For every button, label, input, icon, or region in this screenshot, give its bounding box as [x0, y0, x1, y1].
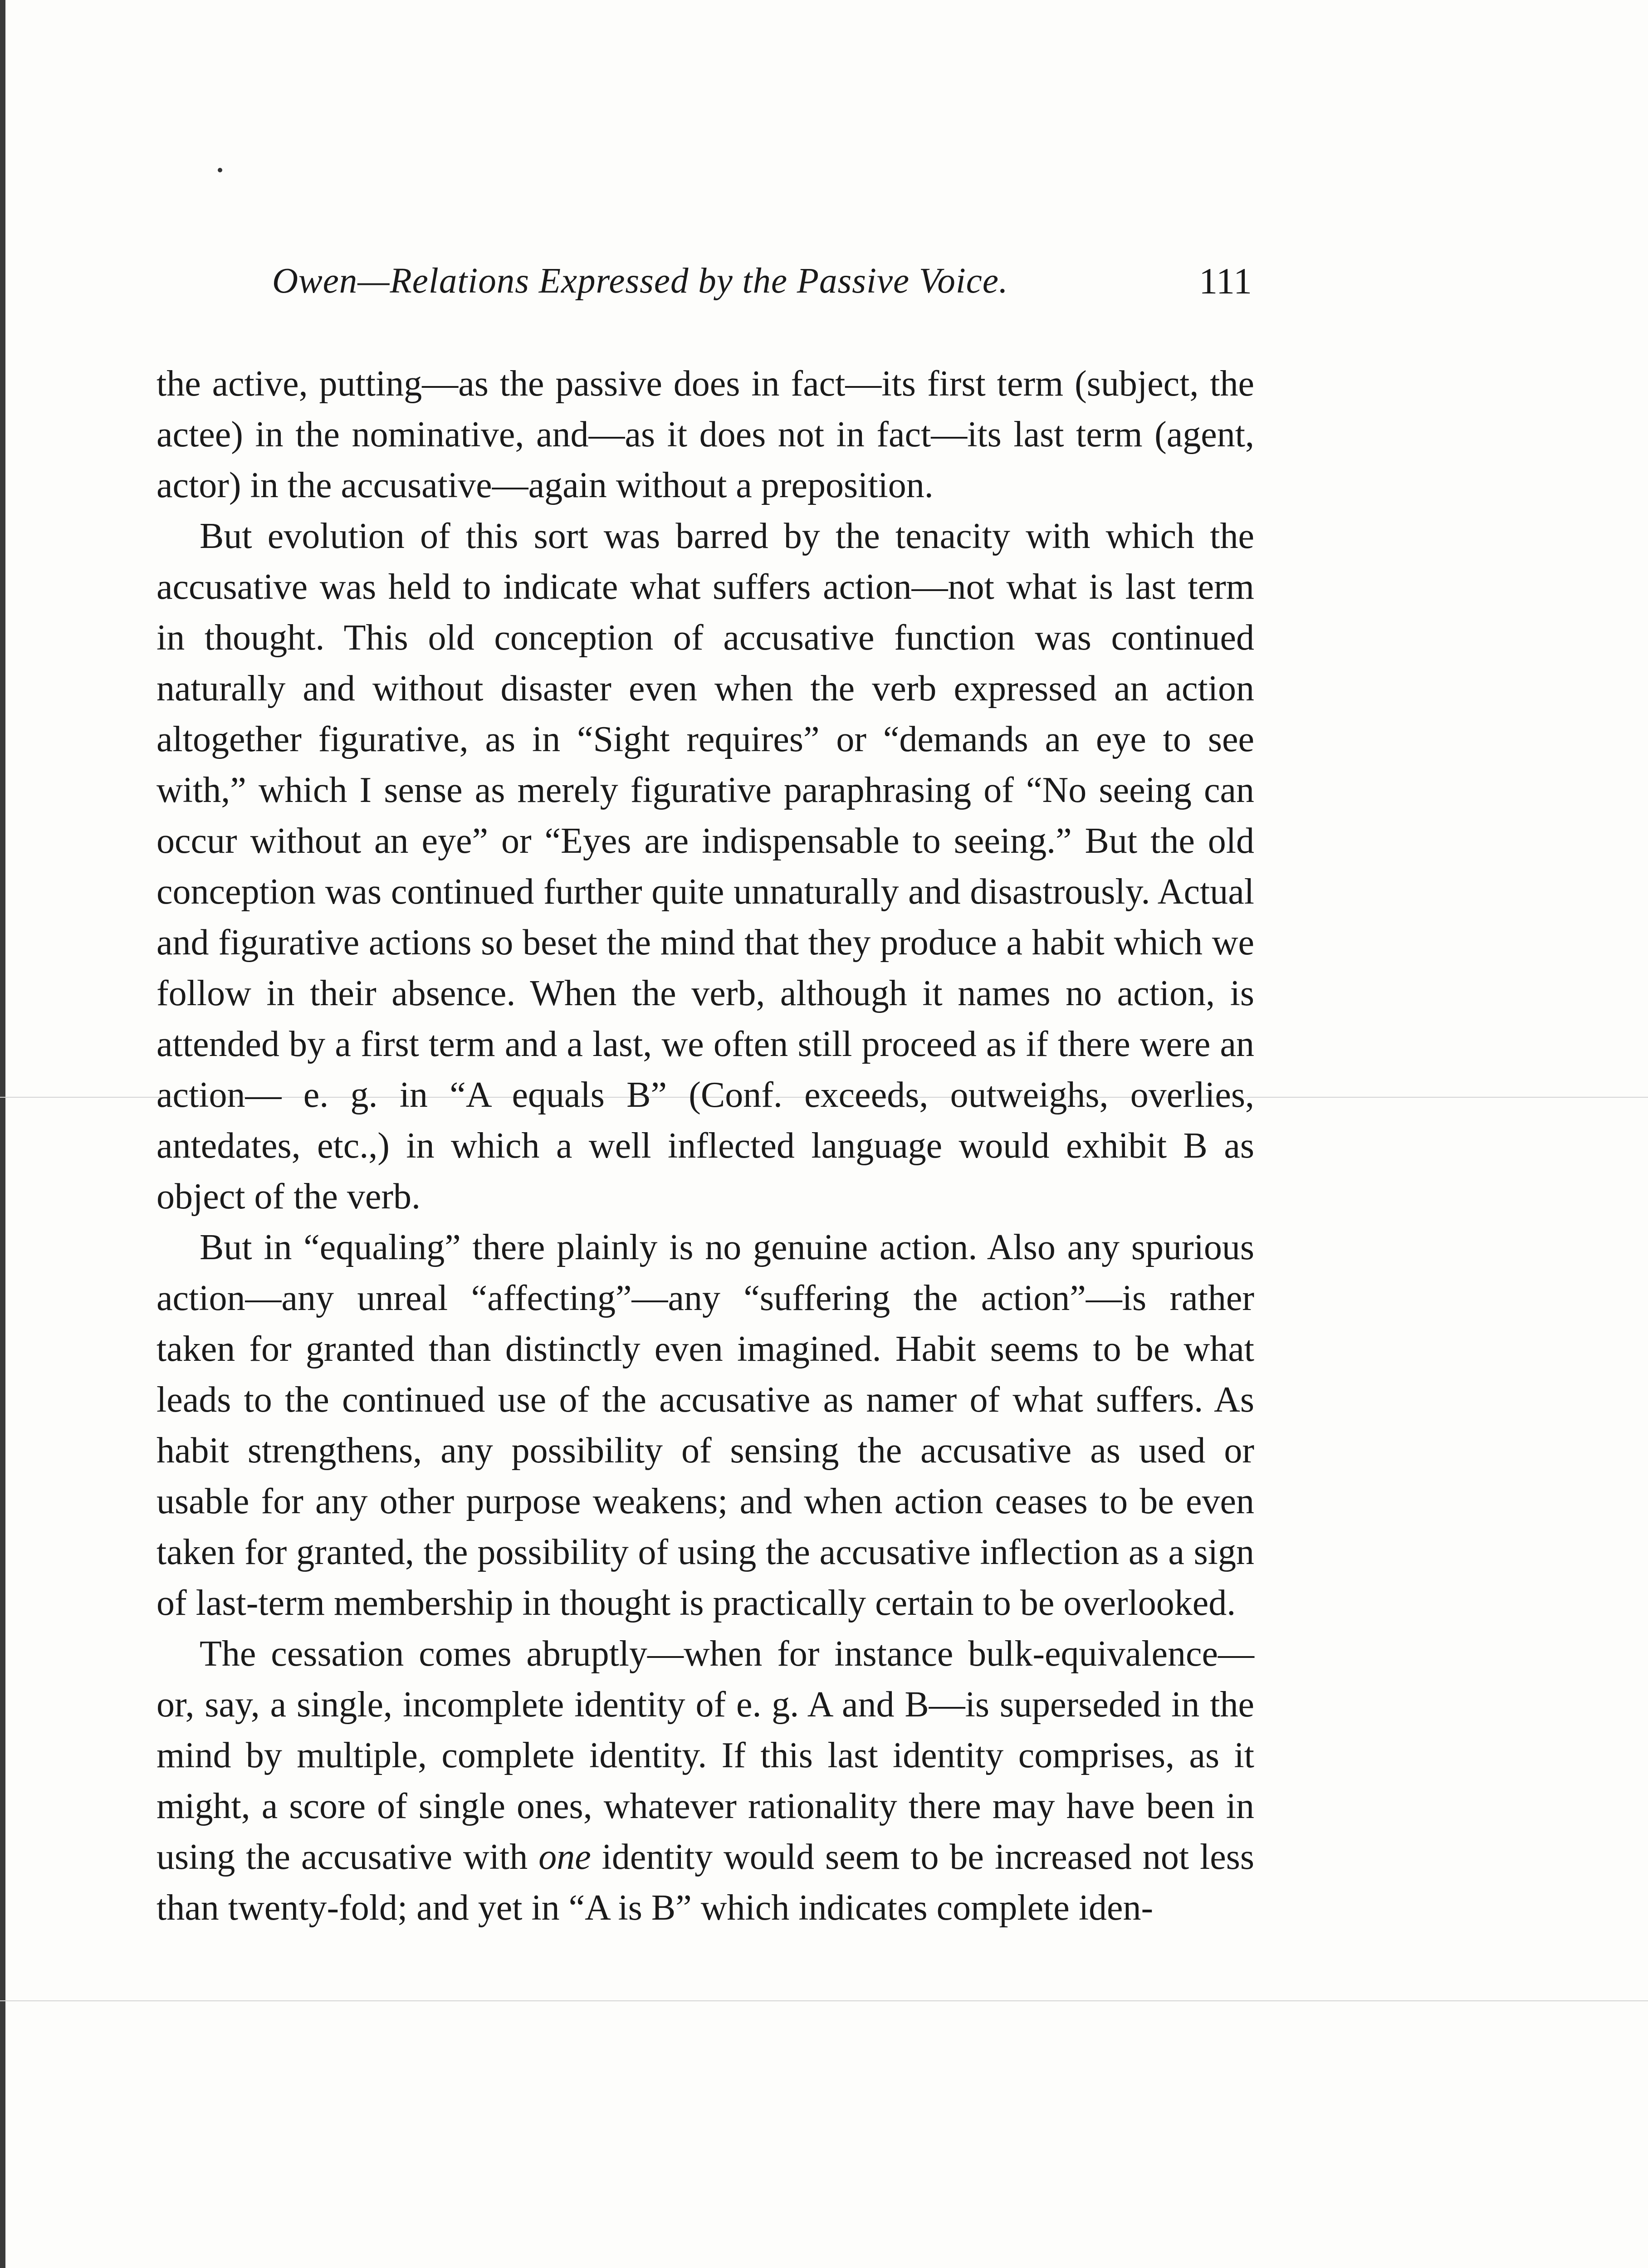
ink-speck	[218, 168, 222, 172]
scan-edge-left	[0, 0, 5, 2268]
emphasized-word: one	[538, 1837, 591, 1877]
paragraph-4	[156, 1628, 1254, 1933]
paragraph-4-start: The cessation comes abruptly—when for instance bulk-equivalence—or, say, a single, incomplete identity of e. g. A and B—is superseded in the mind by multiple, complete identity. If this last identity comprises, as it might, a score of single ones, whatever rationality there may have been in using the accusative with	[156, 1634, 1254, 1877]
running-title: Owen—Relations Expressed by the Passive Voice.	[272, 261, 1008, 301]
paragraph-4-end: identity would seem to be increased not less than twenty-fold; and yet in “A is B” which indicates complete iden-	[156, 1837, 1254, 1928]
paragraph-1: the active, putting—as the passive does in fact—its first term (subject, the actee) in the nominative, and—as it does not in fact—its last term (agent, actor) in the accusative—again without a preposition.	[156, 364, 1254, 505]
paragraph-2: But evolution of this sort was barred by the tenacity with which the accusative was held to indicate what suffers action—not what is last term in thought. This old conception of accusative function was continued naturally and without disaster even when the verb expressed an action altogether figurative, as in “Sight requires” or “demands an eye to see with,” which I sense as merely figurative paraphrasing of “No seeing can occur without an eye” or “Eyes are indispensable to seeing.” But the old conception was continued further quite unnaturally and disastrously. Actual and figurative actions so beset the mind that they produce a habit which we follow in their absence. When the verb, although it names no action, is attended by a first term and a last, we often still proceed as if there were an action— e. g. in “A equals B” (Conf. exceeds, outweighs, overlies, antedates, etc.,) in which a well inflected language would exhibit B as object of the verb.	[156, 516, 1254, 1217]
body-text	[156, 358, 1254, 1933]
fold-line-lower	[0, 2000, 1648, 2001]
page-header	[272, 254, 1252, 313]
paragraph-3: But in “equaling” there plainly is no genuine action. Also any spurious action—any unreal “affecting”—any “suffering the action”—is rather taken for granted than distinctly even imagined. Habit seems to be what leads to the continued use of the accusative as namer of what suffers. As habit strengthens, any possibility of sensing the accusative as used or usable for any other purpose weakens; and when action ceases to be even taken for granted, the possibility of using the accusative inflection as a sign of last-term membership in thought is practically certain to be overlooked.	[156, 1227, 1254, 1623]
page-number: 111	[1199, 260, 1252, 302]
